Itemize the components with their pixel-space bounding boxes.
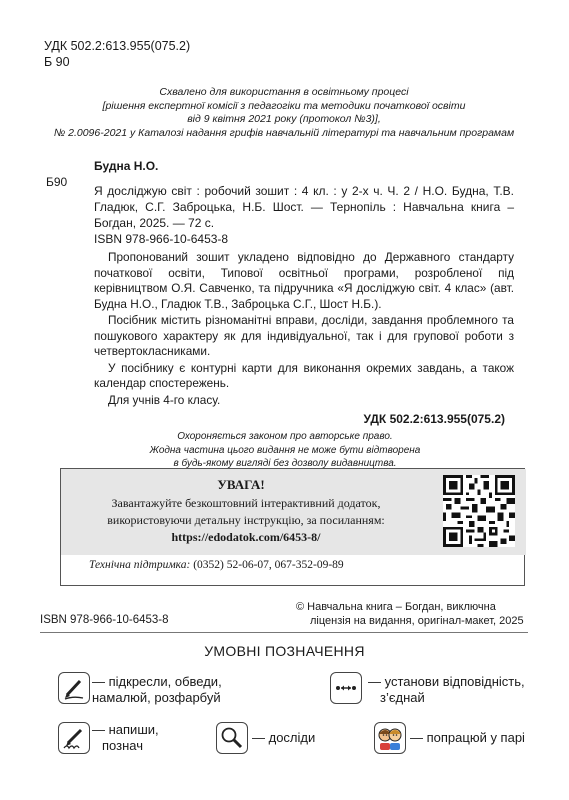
copyright-line: в будь-якому вигляді без дозволу видавництва. xyxy=(173,458,397,469)
approval-line: № 2.0096-2021 у Каталозі надання грифів навчальній літературі та навчальним програмам xyxy=(53,126,515,139)
legend-item-write xyxy=(92,722,159,753)
link-arrows-icon xyxy=(330,672,362,704)
copyright-line: Охороняється законом про авторське право. xyxy=(177,431,393,442)
pair-work-icon xyxy=(374,722,406,754)
legend-text: з’єднай xyxy=(380,689,425,705)
legend-text: — досліди xyxy=(252,730,316,745)
legend-text: намалюй, розфарбуй xyxy=(92,689,221,705)
legend-item-match xyxy=(368,674,525,705)
legend-item-pair xyxy=(410,730,525,746)
divider xyxy=(40,632,528,633)
approval-line: Схвалено для використання в освітньому процесі xyxy=(159,86,409,98)
publisher-line: © Навчальна книга – Богдан, виключна xyxy=(296,601,496,613)
annotation-paragraph: Для учнів 4-го класу. xyxy=(108,392,221,407)
legend-text: — підкресли, обведи, xyxy=(92,674,222,689)
attention-line: Завантажуйте безкоштовний інтерактивний додаток, xyxy=(111,496,381,510)
publisher-line: ліцензія на видання, оригінал-макет, 2025 xyxy=(310,615,524,627)
legend-title: УМОВНІ ПОЗНАЧЕННЯ xyxy=(204,643,365,659)
legend-item-explore xyxy=(252,730,315,746)
support-label: Технічна підтримка: xyxy=(89,559,191,571)
approval-note xyxy=(40,86,528,140)
attention-text xyxy=(71,495,421,546)
attention-box xyxy=(60,468,525,586)
pencil-underline-icon xyxy=(58,672,90,704)
annotation xyxy=(94,250,514,408)
approval-line: [рішення експертної комісії з педагогіки та методики початкової освіти xyxy=(102,99,466,112)
qr-code-icon[interactable] xyxy=(443,475,515,547)
legend-text: — попрацюй у парі xyxy=(410,730,525,745)
annotation-paragraph: У посібнику є контурні карти для виконання окремих завдань, а також календар спостережень. xyxy=(94,360,514,390)
support-phones: (0352) 52-06-07, 067-352-09-89 xyxy=(190,559,344,571)
bbk-code: Б 90 xyxy=(44,55,70,69)
bbk-index: Б90 xyxy=(46,175,68,189)
app-download-link[interactable]: https://edodatok.com/6453-8/ xyxy=(171,530,321,544)
magnifier-icon xyxy=(216,722,248,754)
author-name: Будна Н.О. xyxy=(94,159,159,173)
udk-footer-code: УДК 502.2:613.955(075.2) xyxy=(363,412,505,426)
annotation-paragraph: Пропонований зошит укладено відповідно до Державного стандарту початкової освіти, Типової освітньої програми, розробленої під керівництвом О.Я. Савченко, та підручника «Я досліджую світ. 4 клас» (авт. Будна Н.О., Гладюк Т.В., Заброцька С.Г., Шост Н.Б.). xyxy=(94,250,514,311)
attention-line: використовуючи детальну інструкцію, за посиланням: xyxy=(107,513,385,527)
attention-title: УВАГА! xyxy=(217,477,265,492)
isbn-footer: ISBN 978-966-10-6453-8 xyxy=(40,614,169,626)
bibliographic-description: Я досліджую світ : робочий зошит : 4 кл. : у 2-х ч. Ч. 2 / Н.О. Будна, Т.В. Гладюк, С.Г. Заброцька, Н.Б. Шост. — Тернопіль : Навчальна книга – Богдан, 2025. — 72 с. xyxy=(94,184,514,230)
publisher-copyright xyxy=(296,600,531,628)
annotation-paragraph: Посібник містить різноманітні вправи, досліди, завдання проблемного та пошукового характеру як для індивідуальної, так і для групової роботи з четвертокласниками. xyxy=(94,313,514,358)
copyright-line: Жодна частина цього видання не може бути відтворена xyxy=(149,444,421,456)
legend-text: — установи відповідність, xyxy=(368,674,525,689)
legend-text: — напиши, xyxy=(92,722,159,737)
legend-text: познач xyxy=(102,737,143,753)
udk-code: УДК 502.2:613.955(075.2) xyxy=(44,39,191,53)
approval-line: від 9 квітня 2021 року (протокол №3)], xyxy=(187,113,381,125)
isbn-inline: ISBN 978-966-10-6453-8 xyxy=(94,232,229,246)
attention-panel xyxy=(61,469,526,555)
legend-item-underline xyxy=(92,674,222,705)
udk-header xyxy=(44,38,190,70)
pen-writing-icon xyxy=(58,722,90,754)
copyright-notice xyxy=(120,430,450,471)
tech-support xyxy=(89,559,344,571)
